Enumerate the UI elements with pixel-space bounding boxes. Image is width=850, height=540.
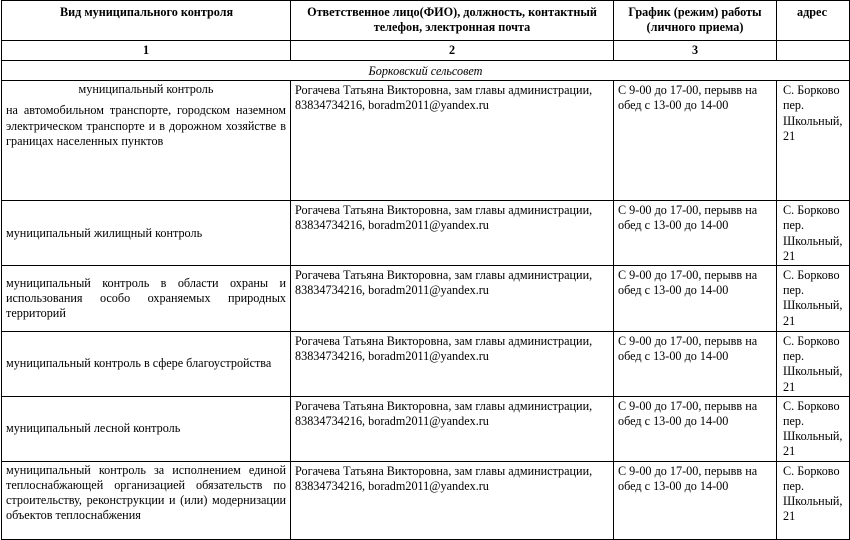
address-cell: С. Борково пер. Школьный, 21 — [777, 461, 850, 539]
responsible-cell: Рогачева Татьяна Викторовна, зам главы администрации, 83834734216, boradm2011@yandex.ru — [291, 81, 614, 201]
control-kind-cell: муниципальный жилищный контроль — [2, 201, 291, 266]
schedule-cell: С 9-00 до 17-00, перывв на обед с 13-00 до 14-00 — [614, 201, 777, 266]
control-kind-title: муниципальный контроль — [78, 82, 214, 97]
control-kind-cell: муниципальный контроль в сфере благоустройства — [2, 332, 291, 397]
column-number: 3 — [614, 41, 777, 61]
column-number — [777, 41, 850, 61]
schedule-cell: С 9-00 до 17-00, перывв на обед с 13-00 до 14-00 — [614, 332, 777, 397]
table-row — [2, 332, 850, 397]
schedule-cell: С 9-00 до 17-00, перывв на обед с 13-00 до 14-00 — [614, 461, 777, 539]
table-row — [2, 201, 850, 266]
table-row — [2, 461, 850, 539]
header-schedule: График (режим) работы (личного приема) — [614, 1, 777, 41]
section-row — [2, 61, 850, 81]
table-header-row — [2, 1, 850, 41]
schedule-cell: С 9-00 до 17-00, перывв на обед с 13-00 до 14-00 — [614, 266, 777, 332]
column-number: 2 — [291, 41, 614, 61]
address-cell: С. Борково пер. Школьный, 21 — [777, 266, 850, 332]
header-address: адрес — [777, 1, 850, 41]
control-kind-cell: муниципальный лесной контроль — [2, 396, 291, 461]
schedule-cell: С 9-00 до 17-00, перывв на обед с 13-00 до 14-00 — [614, 396, 777, 461]
address-cell: С. Борково пер. Школьный, 21 — [777, 201, 850, 266]
table-row — [2, 266, 850, 332]
responsible-cell: Рогачева Татьяна Викторовна, зам главы администрации, 83834734216, boradm2011@yandex.ru — [291, 461, 614, 539]
control-kind-cell — [2, 81, 291, 201]
header-responsible: Ответственное лицо(ФИО), должность, контактный телефон, электронная почта — [291, 1, 614, 41]
control-kind-cell: муниципальный контроль в области охраны и использования особо охраняемых природных территорий — [2, 266, 291, 332]
table-row — [2, 396, 850, 461]
address-cell: С. Борково пер. Школьный, 21 — [777, 332, 850, 397]
header-kind: Вид муниципального контроля — [2, 1, 291, 41]
control-kind-text: на автомобильном транспорте, городском наземном электрическом транспорте и в дорожном хозяйстве в границах населенных пунктов — [6, 103, 286, 148]
responsible-cell: Рогачева Татьяна Викторовна, зам главы администрации, 83834734216, boradm2011@yandex.ru — [291, 332, 614, 397]
control-table — [1, 0, 850, 540]
table-row — [2, 81, 850, 201]
responsible-cell: Рогачева Татьяна Викторовна, зам главы администрации, 83834734216, boradm2011@yandex.ru — [291, 396, 614, 461]
address-cell: С. Борково пер. Школьный, 21 — [777, 81, 850, 201]
column-number-row — [2, 41, 850, 61]
section-title: Борковский сельсовет — [2, 61, 850, 81]
address-cell: С. Борково пер. Школьный, 21 — [777, 396, 850, 461]
schedule-cell: С 9-00 до 17-00, перывв на обед с 13-00 до 14-00 — [614, 81, 777, 201]
control-kind-cell: муниципальный контроль за исполнением единой теплоснабжающей организацией обязательств по строительству, реконструкции и (или) модернизации объектов теплоснабжения — [2, 461, 291, 539]
responsible-cell: Рогачева Татьяна Викторовна, зам главы администрации, 83834734216, boradm2011@yandex.ru — [291, 201, 614, 266]
responsible-cell: Рогачева Татьяна Викторовна, зам главы администрации, 83834734216, boradm2011@yandex.ru — [291, 266, 614, 332]
column-number: 1 — [2, 41, 291, 61]
